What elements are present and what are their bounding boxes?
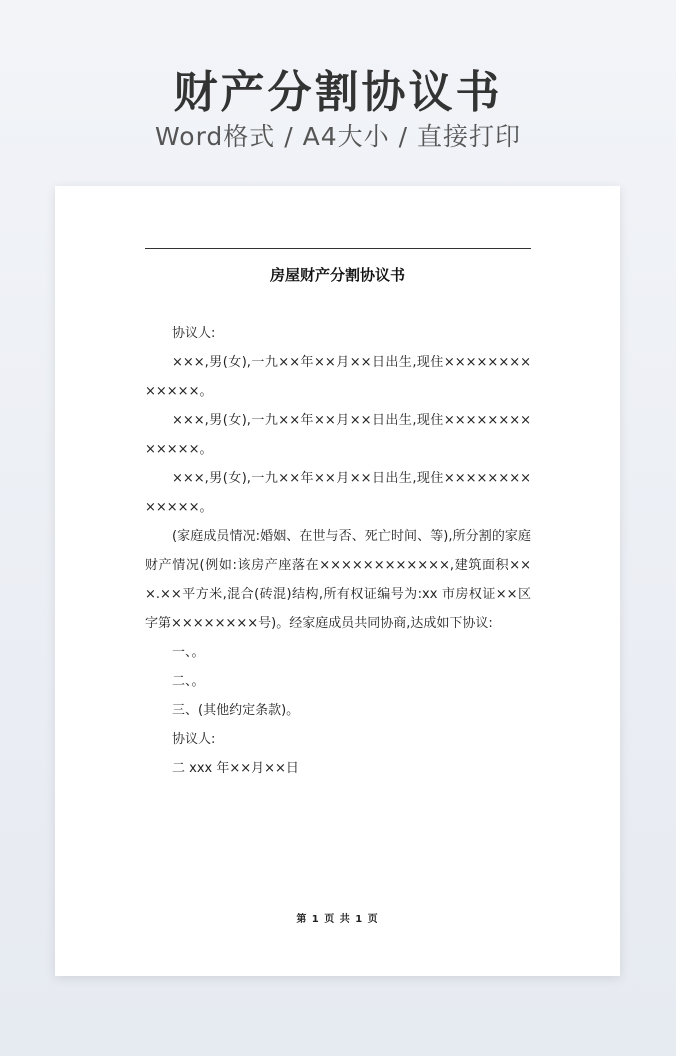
paragraph-property-description: (家庭成员情况:婚姻、在世与否、死亡时间、等),所分割的家庭财产情况(例如:该房产座落在××××××××××××,建筑面积×××.××平方米,混合(砖混)结构,所有权证编号为:xx 市房权证××区字第××××××××号)。经家庭成员共同协商,达成如下协议: bbox=[145, 529, 531, 631]
document-title: 房屋财产分割协议书 bbox=[269, 266, 405, 284]
paragraph-clause-1: 一、。 bbox=[172, 645, 205, 660]
paragraph-date: 二 xxx 年××月××日 bbox=[172, 761, 299, 776]
header-rule bbox=[145, 248, 531, 249]
document-body bbox=[145, 319, 531, 783]
banner-subtitle: Word格式 / A4大小 / 直接打印 bbox=[155, 122, 521, 151]
paragraph-party-3: ×××,男(女),一九××年××月××日出生,现住×××××××××××××。 bbox=[145, 471, 531, 515]
page-footer: 第 1 页 共 1 页 bbox=[296, 914, 379, 925]
banner-title: 财产分割协议书 bbox=[173, 67, 503, 118]
paragraph-party-2: ×××,男(女),一九××年××月××日出生,现住×××××××××××××。 bbox=[145, 413, 531, 457]
paragraph-party-1: ×××,男(女),一九××年××月××日出生,现住×××××××××××××。 bbox=[145, 355, 531, 399]
paragraph-parties-label: 协议人: bbox=[172, 326, 216, 341]
document-page bbox=[55, 186, 620, 976]
paragraph-signature-label: 协议人: bbox=[172, 732, 216, 747]
paragraph-clause-2: 二、。 bbox=[172, 674, 205, 689]
paragraph-clause-3: 三、(其他约定条款)。 bbox=[172, 703, 300, 718]
